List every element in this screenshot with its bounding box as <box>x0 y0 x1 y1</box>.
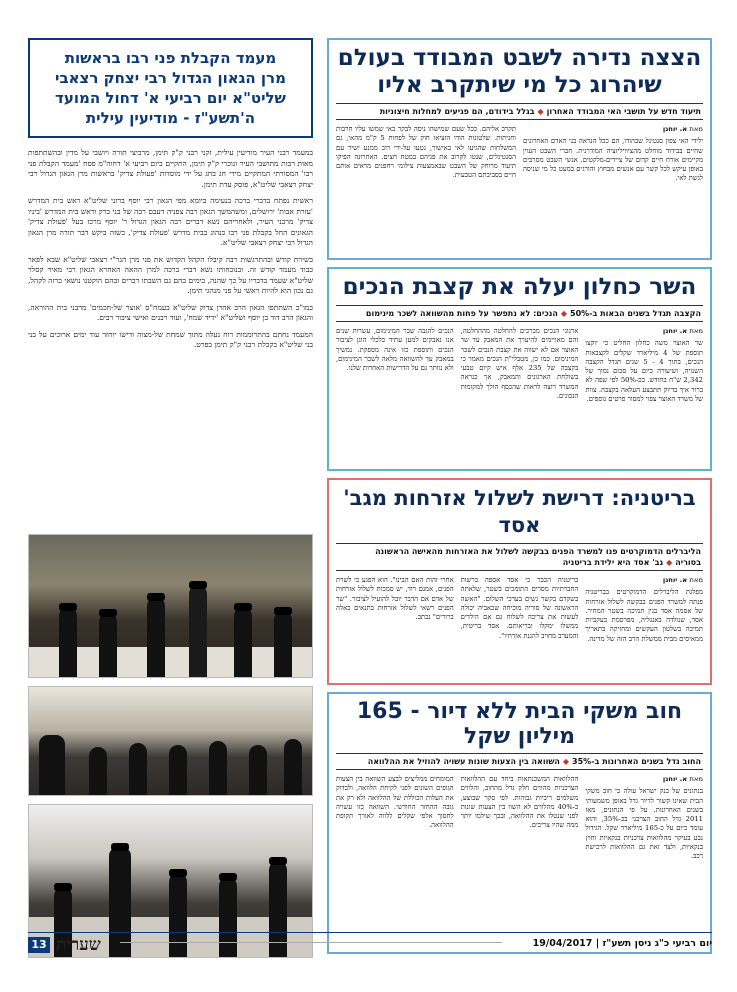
masthead-logo: שערית <box>56 935 101 955</box>
deck-part: השוואה בין הצעות שונות עשויה להוזיל את ההלוואה <box>367 757 560 766</box>
article-tribe <box>327 38 712 260</box>
sidebar-headline-line3: ה'תשע"ז - מודיעין עילית <box>85 109 256 127</box>
byline: מאת א. יוחנן <box>662 775 703 783</box>
column-text: תקרב אליהם. ככל שעם שמישהו ניסה לבקר באי שמשו עליו חרבות וחניתות. שלטונות הודו הוציאו חוק של לפחות 5 ק"מ מהאי, גם המשלחות שהגיעו לאי באישור, נטעו על-ידי רוב ממנע ישיר עם הסנטינלים, שנטו לקרוב את פניהם במטח חצים. האחרונה הפיקו תיעוד מרוחק של השבט שבאמצעות צילומי רחפנים מראים אותם חיים בסביבתם הטבעית. <box>336 125 516 180</box>
footer-divider <box>120 942 502 943</box>
column-text: ההלוואות המשכנתאות ביחד עם ההלוואות הצרכניות מהווים חלק גדל מהחוב, והלווים משלמים ריביות גבוהות. לפי סקר שבוצע, כ-40% מהלווים לא השוו בין הצעות שונות לפני שנטלו את ההלוואה, ובכך שילמו יותר ממה שהיו צריכים. <box>460 775 579 830</box>
deck-part: תיעוד חדש על תושבי האי המבודד האחרון <box>546 107 701 116</box>
event-photo-2 <box>28 686 313 796</box>
event-photo-1 <box>28 534 313 678</box>
article-headline: הצצה נדירה לשבט המבודד בעולם שיהרוג כל מי שיתקרב אליו <box>337 45 702 98</box>
article-deck <box>336 753 703 770</box>
sidebar-headline-box <box>28 38 313 138</box>
article-disability-allowance <box>327 267 712 471</box>
deck-part: גב' אסד היא ילידת בריטניה <box>562 558 664 567</box>
column-text: שר האוצר משה כחלון החליט כי יוקצו תוספת של 4 מיליארד שקלים לקצבאות הנכים, בתוך 4 - 5 שנים תגדל הקצבה השנויה, ושיעורה כיום על סכום נמוך של 2,342 ש"ח בחודש. בכ-50% לפי שפה לא ברור איך בדיוק תתבצע העלאה בקצבה. צוות של משרד האוצר צפוי למסור פרטים נוספים. <box>585 339 703 404</box>
column-text: ארגוני הנכים מברכים להחלטה מההחלטה, והם מאויימים להיערך את המאבק עד שר האוצר אם לא ישווה את קצבת הנכים לשכר המינימום. כמו כן, מטבלי"ת הנכים מאמר כי בקצבה של 235 אלף איש קיום טבעי בשולחת הארגונים והמאבק, אך כנראה המשרד רוצה לראות שהכסף הולך למקומות הנכונים. <box>460 327 579 401</box>
article-deck <box>336 103 703 120</box>
sidebar-paragraph: המעמד נחתם בהתרוממות רוח נעלה מתוך שמחת של-מצוה ודישו יוחזר עוד ימים ארוכים על בני בני שליט"א בקבלת רבני ק"ק תימן בפרט. <box>28 329 313 349</box>
article-britain-assad <box>327 478 712 685</box>
issue-date: יום רביעי כ"ג ניסן תשע"ז | 19/04/2017 <box>532 938 712 949</box>
page-footer <box>28 932 712 954</box>
column-text: בנתונים של בנק ישראל עולה כי חוב משקי הבית שאינו קשור לדיור גדל באופן משמעותי בשנים האחרונות. על פי הנתונים, מאז 2011 גדל החוב הצרכני בכ-35%, והוא עומד כיום על כ-165 מיליארד שקל. הגידול נבע בעיקר מהלוואות צרכניות בנקאיות וחוץ בנקאיות, ולצד זאת גם ההלוואות לרכישת רכב. <box>585 787 703 861</box>
article-column <box>461 327 579 452</box>
sidebar-headline-line1: מעמד הקבלת פני רבו בראשות <box>64 49 277 67</box>
article-columns <box>336 327 703 452</box>
byline: מאת א. יוחנן <box>662 327 703 335</box>
deck-part: הנכים: לא נתפשר על פחות מהשוואה לשכר מינימום <box>365 309 558 318</box>
article-headline: השר כחלון יעלה את קצבת הנכים <box>342 274 697 300</box>
diamond-icon: ◆ <box>562 757 570 766</box>
diamond-icon: ◆ <box>666 558 673 567</box>
article-column <box>336 576 454 698</box>
article-headline: בריטניה: דרישת לשלול אזרחות מגב' אסד <box>343 486 696 537</box>
article-columns <box>336 125 703 275</box>
article-deck <box>336 305 703 322</box>
page-number: 13 <box>28 937 50 953</box>
article-columns <box>336 576 703 698</box>
column-text: אחרי זהות האם הבינו". הוא הפגע כי לשרת הפנים, אמנם רוד, יש סמכות לשלול אזרחות של אדם אם הדבר יובל להועיל לציבור. "שר הפנים רשאי לשלול אזרחות בתנאים כאלה ברורים" נכתב. <box>335 576 454 622</box>
article-column <box>585 327 703 452</box>
byline: מאת א. יוחנן <box>662 576 703 584</box>
sidebar-body <box>28 148 313 526</box>
column-text: ילידי האי צפון סנטינל שבהודו, הם ככל הנראה בני האדם האחרונים שחיים בבידוד מוחלט מהציוויליזציה המודרנית. חברי השבט העוין מקיימים אורח חיים קדום של ציידים-מלקטים. אנשי השבט מסרבים באופן עיקש לכל קשר עם אנשים מבחוץ והורגים כמעט כל מי שניסה לגשת לאי. <box>523 137 703 183</box>
article-column <box>523 125 703 275</box>
deck-part: הליברלים הדמוקרטים פנו למשרד הפנים בבקשה לשלול את האזרחות מהאישה הראשונה בסוריה <box>375 547 701 567</box>
article-headline: חוב משקי הבית ללא דיור - 165 מיליון שקל <box>356 699 683 749</box>
article-column <box>461 576 579 698</box>
sidebar-paragraph: במעמד רבני העיר מודיעין עילית, זקני רבני ק"ק תימן, מרביצי תורה ויושבי על מדין ובהשתתפות מאות רבות מתושבי העיר ונוכרי ק"ק תימן, התקיים ביום רביעי א' דחוה"מ פסח 'מעמד הקבלת פני רבו' המסורתי המתקיים מידי חג בחג על ידי מוסדות 'פעולת צדיק' בראשות מרן הגאון הגדול רבי יצחק רצאבי שליט"א, פוסק עדת תימן. <box>28 148 313 189</box>
article-column <box>336 327 454 452</box>
column-text: הנכים להגבה שכר המינימום, עשרות שנים אנו נאבקים למען עתיד כלכלי הוגן לציבור הנכים ותוספת כזו אינה מספקת. נמשיך במאבק עד להשוואה מלאה לשכר המינימום, ולא נוותר גם על הדרישות האחרות שלנו. <box>335 327 454 373</box>
deck-part: הקצבה תגדל בשנים הבאות ב-50% <box>570 309 701 318</box>
article-columns <box>336 775 703 940</box>
article-column <box>336 775 454 940</box>
sidebar-article <box>28 38 313 928</box>
byline: מאת א. יוחנן <box>662 125 703 133</box>
article-column <box>585 576 703 698</box>
diamond-icon: ◆ <box>537 107 544 116</box>
deck-part: החוב גדל בשנים האחרונות ב-35% <box>572 757 701 766</box>
sidebar-headline-line2: מרן הגאון הגדול רבי יצחק רצאבי שליט"א יום רביעי א' דחול המועד <box>55 69 286 107</box>
article-column <box>336 125 516 275</box>
sidebar-paragraph: כמו"כ השתתפו הגאון הרב אהרן צדוק שליט"א בעמח"ס 'אוצר של-חכמים' מרבני בית ההוראה, והגאון הרב דוד בן יוסף ושליט"א 'ידיד שמח', ועוד רבנים ואישי ציבור רבים. <box>28 302 313 322</box>
article-column <box>461 775 579 940</box>
diamond-icon: ◆ <box>560 309 568 318</box>
column-text: בריטניה הכבר כי אסד אספה ברשות החברתיות מסרים התומכים בשטר, שלאתה בשקדם בקשר נשים בערכי השלום. "האשה הראשונה של סוריה מוכיחה שכאביה יכולה לעשות את צריכה לשלוח גם אם הילדים ממשלו ימקלו ובריאותם. אסד בריטית, והמערב מחויב להגנת אזרחיו". <box>460 576 579 640</box>
article-column <box>585 775 703 940</box>
main-articles <box>327 38 712 961</box>
column-text: המומחים ממליצים לבצע השוואה בין הצעות הגופים השונים לפני לקיחת הלוואה, ולבדוק את העלות הכוללת של ההלוואה ולא רק את גובה ההחזר החודשי. השוואה כזו עשויה לחסוך אלפי שקלים ללווה לאורך תקופת ההלוואה. <box>335 775 454 830</box>
sidebar-paragraph: ראשית נפתח בדברי ברכה בנעימה ביומא מפי הגאון רבי יוסף ברזני שליט"א ראש בית המדרש 'עזרת אבות' ירושלים, ומשהמשך הגאון רבה צפניה דעבם רבה של בני ברק וראש בית המדרש 'ביניו צדיק' מרבני העיר, ולאחריהם נשא דברים רבה הגאון הגדול ר' יוסף מרכז בעל 'פעולת צדיק' הגאונים החל בקבלת פני רבו כנהוג בבית מדרש 'פעולת צדיק', כשזה ביקש דבר תורה מרן הגאון הגדול רבי יצחק רצאבי שליט"א. <box>28 196 313 247</box>
column-text: מפלגת הליברלים הדמוקרטים בבריטניה פנתה למשרד הפנים בבקשה לשלול אזרחות של אסמה אסד בגין תמיכה בשטר המחיר. אסד, שנולדה באנגליה, מפרסמת בעקביות תמיכה בשלטון העקשים ומחזיקה בתאריך ממאיסים מבית ממשלת הרב הזה של מדינה. <box>585 588 703 643</box>
sidebar-paragraph: בשירת קודש ובהתרגשות רבה קיבלו הקהל הקדוש את פני מרן הגר"י רצאבי שליט"א שבא לפאר כבוד מעמד קודש זה. ובנוכחותו נשא דברי ברכה למרן ההאה האחרא הגאון רבי מאיר קסלר שליט"א שעמד בדבריו על כך שהנה, בימים בהם גם השבתו דברים ובהם הוקטנו נושאי כרזה לקהל, גם נכון הוא להיות ראשי על פני מנהגי תימן. <box>28 254 313 295</box>
deck-part: בגלל בידודם, הם פגיעים למחלות חיצוניות <box>379 107 535 116</box>
article-deck <box>336 543 703 571</box>
article-household-debt <box>327 692 712 954</box>
